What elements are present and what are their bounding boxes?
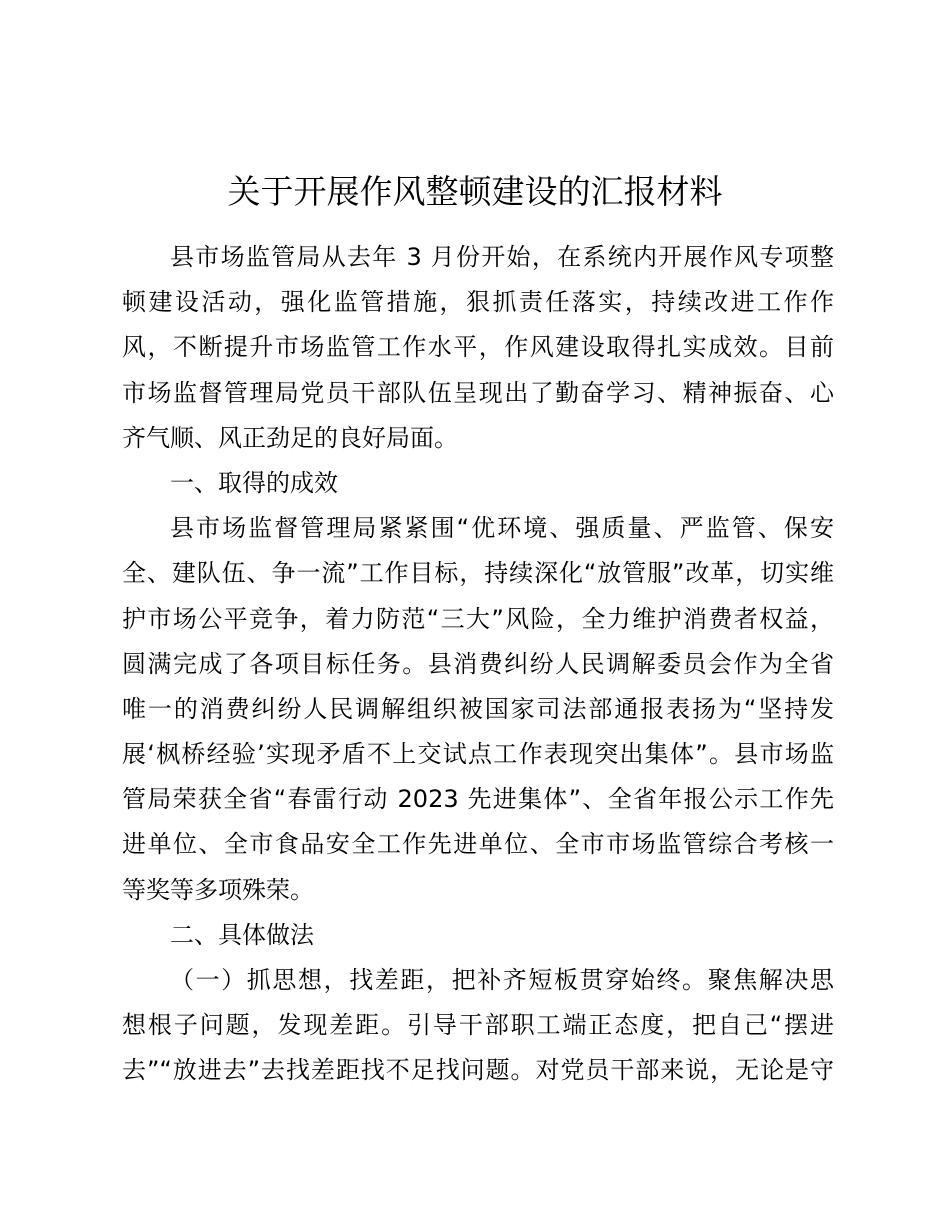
paragraph-line: 县市场监督管理局紧紧围“优环境、强质量、严监管、保安 — [170, 514, 834, 543]
paragraph-line: （一）抓思想，找差距，把补齐短板贯穿始终。聚焦解决思 — [170, 966, 834, 994]
paragraph-line: 市场监督管理局党员干部队伍呈现出了勤奋学习、精神振奋、心 — [122, 378, 834, 407]
paragraph-line: 顿建设活动，强化监管措施，狠抓责任落实，持续改进工作作 — [122, 288, 834, 317]
section-heading: 二、具体做法 — [170, 920, 314, 949]
section-heading: 一、取得的成效 — [170, 468, 338, 497]
paragraph-line: 进单位、全市食品安全工作先进单位、全市市场监管综合考核一 — [122, 830, 834, 859]
paragraph-line: 风，不断提升市场监管工作水平，作风建设取得扎实成效。目前 — [122, 333, 834, 362]
document-title: 关于开展作风整顿建设的汇报材料 — [227, 172, 723, 211]
paragraph-line: 想根子问题，发现差距。引导干部职工端正态度，把自己“摆进 — [122, 1011, 834, 1040]
paragraph-line: 全、建队伍、争一流”工作目标，持续深化“放管服”改革，切实维 — [122, 559, 834, 588]
paragraph-line: 等奖等多项殊荣。 — [122, 875, 314, 904]
paragraph-line: 去”“放进去”去找差距找不足找问题。对党员干部来说，无论是守 — [122, 1056, 834, 1085]
paragraph-line: 县市场监管局从去年 3 月份开始，在系统内开展作风专项整 — [170, 243, 834, 271]
paragraph-line: 齐气顺、风正劲足的良好局面。 — [122, 423, 458, 452]
document-body — [122, 235, 834, 1094]
paragraph-line: 护市场公平竞争，着力防范“三大”风险，全力维护消费者权益， — [122, 604, 834, 633]
paragraph-line: 展‘枫桥经验’实现矛盾不上交试点工作表现突出集体”。县市场监 — [122, 740, 834, 769]
paragraph-line: 管局荣获全省“春雷行动 2023 先进集体”、全省年报公示工作先 — [122, 785, 834, 814]
paragraph-line: 唯一的消费纠纷人民调解组织被国家司法部通报表扬为“坚持发 — [122, 694, 834, 723]
paragraph-line: 圆满完成了各项目标任务。县消费纠纷人民调解委员会作为全省 — [122, 649, 834, 678]
